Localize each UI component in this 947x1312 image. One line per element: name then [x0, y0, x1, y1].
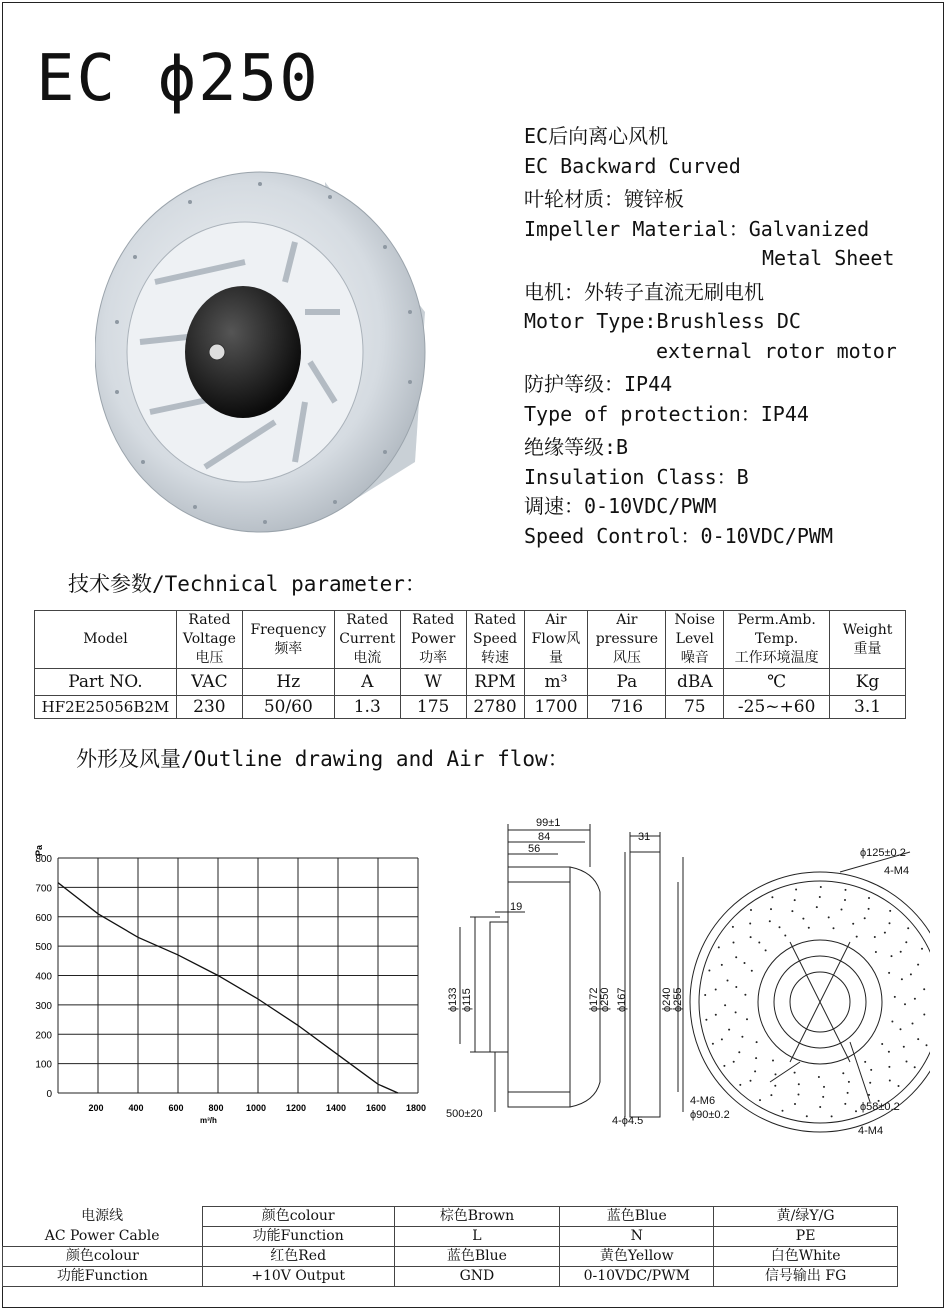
perforation-dot: [822, 1096, 824, 1098]
perforation-dot: [818, 1076, 820, 1078]
dim-31: 31: [638, 831, 651, 843]
tech-header-cell: [35, 611, 177, 669]
dim-255: ϕ255: [672, 987, 684, 1012]
wiring-cell: PE: [714, 1227, 898, 1247]
y-axis-label: Pa: [34, 844, 44, 856]
x-tick-label: 1200: [285, 1103, 307, 1113]
tech-header-line: Temp.: [755, 631, 799, 647]
tech-unit-cell: Kg: [830, 669, 906, 696]
tech-unit-cell: Part NO.: [35, 669, 177, 696]
tech-header-line: Model: [83, 631, 128, 647]
perforation-dot: [907, 927, 909, 929]
perforation-dot: [889, 910, 891, 912]
dim-125: ϕ125±0.2: [860, 847, 906, 859]
perforation-dot: [868, 1094, 870, 1096]
impeller-en-1: Impeller Material：Galvanized: [524, 216, 870, 241]
tech-value-cell: 50/60: [242, 696, 334, 719]
tech-header-cell: [524, 611, 588, 669]
perforation-dot: [712, 1043, 714, 1045]
wiring-row: [3, 1227, 898, 1247]
tech-header-cell: [666, 611, 724, 669]
y-tick-label: 800: [35, 854, 52, 865]
tech-unit-cell: Pa: [588, 669, 666, 696]
perforation-dot: [718, 946, 720, 948]
dim-167: ϕ167: [616, 987, 628, 1012]
perforation-dot: [794, 1103, 796, 1105]
wiring-cell: +10V Output: [202, 1267, 394, 1287]
perforation-dot: [870, 1069, 872, 1071]
wiring-row: [3, 1247, 898, 1267]
page-title: EC ϕ250: [36, 42, 320, 116]
dim-99: 99±1: [536, 817, 561, 829]
perforation-dot: [798, 1094, 800, 1096]
wiring-cell: 功能Function: [202, 1227, 394, 1247]
perforation-dot: [903, 1046, 905, 1048]
perforation-dot: [891, 1021, 893, 1023]
tech-header-line: Air: [545, 612, 567, 628]
perforation-dot: [723, 1065, 725, 1067]
wiring-table: [2, 1206, 898, 1287]
perforation-dot: [754, 1070, 756, 1072]
perforation-dot: [819, 896, 821, 898]
tech-header-line: Level: [675, 631, 714, 647]
perforation-dot: [823, 1086, 825, 1088]
perforation-dot: [765, 949, 767, 951]
perforation-dot: [888, 1066, 890, 1068]
wiring-cell: 黄色Yellow: [560, 1247, 714, 1267]
tech-unit-cell: dBA: [666, 669, 724, 696]
perforation-dot: [735, 986, 737, 988]
pressure-curve: [58, 883, 398, 1093]
perforation-dot: [808, 927, 810, 929]
type-en: EC Backward Curved: [524, 153, 741, 178]
outline-drawing: [440, 812, 930, 1142]
dim-500: 500±20: [446, 1108, 483, 1120]
wiring-cell: 白色White: [714, 1247, 898, 1267]
x-tick-label: 1800: [405, 1103, 427, 1113]
wiring-cell: 棕色Brown: [394, 1207, 560, 1227]
wiring-cell: 蓝色Blue: [560, 1207, 714, 1227]
perforation-dot: [917, 964, 919, 966]
tech-value-cell: 1.3: [334, 696, 400, 719]
perforation-dot: [914, 1066, 916, 1068]
perforation-dot: [755, 1057, 757, 1059]
perforation-dot: [891, 955, 893, 957]
tech-value-cell: 2780: [466, 696, 524, 719]
tech-value-cell: 1700: [524, 696, 588, 719]
tech-header-line: Rated: [474, 612, 517, 628]
perforation-dot: [770, 908, 772, 910]
wiring-cell: 0-10VDC/PWM: [560, 1267, 714, 1287]
perforation-dot: [715, 1014, 717, 1016]
tech-header-line: Speed: [473, 631, 518, 647]
dim-m6: 4-M6: [690, 1095, 716, 1107]
x-tick-label: 600: [168, 1103, 184, 1113]
perforation-dot: [868, 908, 870, 910]
perforation-dot: [901, 978, 903, 980]
tech-value-cell: 75: [666, 696, 724, 719]
wiring-cell: 蓝色Blue: [394, 1247, 560, 1267]
perforation-dot: [772, 1060, 774, 1062]
tech-header-line: 重量: [853, 640, 882, 657]
perforation-dot: [914, 998, 916, 1000]
tech-header-line: Weight: [842, 621, 893, 638]
y-tick-label: 400: [35, 971, 52, 983]
perforation-dot: [708, 970, 710, 972]
perforation-dot: [906, 1061, 908, 1063]
perforation-dot: [733, 1061, 735, 1063]
perforation-dot: [732, 926, 734, 928]
tech-value-cell: HF2E25056B2M: [35, 696, 177, 719]
perforation-dot: [750, 909, 752, 911]
dim-115: ϕ115: [461, 988, 473, 1012]
perforation-dot: [798, 1083, 800, 1085]
tech-header-line: Rated: [412, 612, 455, 628]
speed-cn: 调速：0-10VDC/PWM: [524, 494, 717, 518]
dim-4-45: 4-ϕ4.5: [612, 1115, 644, 1127]
tech-header-line: 噪音: [680, 650, 709, 666]
wiring-cell: GND: [394, 1267, 560, 1287]
perforation-dot: [847, 1092, 849, 1094]
perforation-dot: [848, 1081, 850, 1083]
dim-58: ϕ58±0.2: [860, 1101, 900, 1113]
tech-unit-cell: A: [334, 669, 400, 696]
tech-value-cell: 716: [588, 696, 666, 719]
perforation-dot: [721, 1038, 723, 1040]
motor-en-1: Motor Type:Brushless DC: [524, 309, 801, 333]
perforation-dot: [884, 932, 886, 934]
perforation-dot: [852, 923, 854, 925]
tech-unit-cell: Hz: [242, 669, 334, 696]
perforation-dot: [869, 1082, 871, 1084]
spec-block: [524, 122, 924, 551]
perforation-dot: [756, 1041, 758, 1043]
tech-header-line: 电流: [353, 650, 382, 666]
perforation-dot: [820, 886, 822, 888]
wiring-cell: 信号输出 FG: [714, 1267, 898, 1287]
perforation-dot: [900, 1028, 902, 1030]
dim-m4-top: 4-M4: [884, 865, 910, 877]
impeller-en-2: Metal Sheet: [762, 246, 895, 270]
outline-title: 外形及风量/Outline drawing and Air flow：: [76, 747, 569, 771]
perforation-dot: [728, 1029, 730, 1031]
perforation-dot: [905, 941, 907, 943]
tech-header-line: 工作环境温度: [734, 650, 819, 666]
perforation-dot: [923, 1014, 925, 1016]
perforation-dot: [888, 972, 890, 974]
perforation-dot: [831, 1115, 833, 1117]
perforation-dot: [900, 951, 902, 953]
tech-header-line: Rated: [346, 612, 389, 628]
dim-90: ϕ90±0.2: [690, 1109, 730, 1121]
tech-header-row: [35, 611, 906, 669]
tech-unit-cell: RPM: [466, 669, 524, 696]
tech-header-line: Flow风: [531, 631, 581, 647]
perforation-dot: [833, 927, 835, 929]
perforation-dot: [735, 956, 737, 958]
perforation-dot: [874, 936, 876, 938]
perforation-dot: [775, 1073, 777, 1075]
tech-header-line: Noise: [674, 612, 716, 628]
wiring-row: [3, 1267, 898, 1287]
y-tick-label: 200: [35, 1030, 52, 1042]
x-tick-label: 400: [128, 1103, 144, 1113]
dim-19: 19: [510, 901, 523, 913]
perforation-dot: [844, 1103, 846, 1105]
perforation-dot: [816, 906, 818, 908]
perforation-dot: [750, 936, 752, 938]
perforation-dot: [794, 899, 796, 901]
perforation-dot: [704, 994, 706, 996]
perforation-dot: [721, 964, 723, 966]
y-tick-label: 0: [46, 1089, 52, 1100]
perforation-dot: [844, 899, 846, 901]
perforation-dot: [784, 935, 786, 937]
perforation-dot: [749, 923, 751, 925]
y-tick-label: 700: [35, 883, 52, 895]
perforation-dot: [779, 926, 781, 928]
dim-172: ϕ172: [588, 987, 600, 1012]
wiring-cell: AC Power Cable: [3, 1227, 203, 1247]
speed-en: Speed Control：0-10VDC/PWM: [524, 523, 833, 548]
wiring-row: [3, 1207, 898, 1227]
perforation-dot: [875, 951, 877, 953]
perforation-dot: [769, 920, 771, 922]
tech-header-line: 电压: [195, 650, 224, 666]
x-tick-label: 1600: [365, 1103, 387, 1113]
perforation-dot: [738, 1051, 740, 1053]
tech-header-line: 风压: [612, 650, 641, 666]
tech-values-row: [35, 696, 906, 719]
wiring-cell: L: [394, 1227, 560, 1247]
airflow-chart: [30, 838, 440, 1128]
perforation-dot: [819, 1106, 821, 1108]
tech-unit-cell: m³: [524, 669, 588, 696]
perforation-dot: [828, 916, 830, 918]
perforation-dot: [923, 988, 925, 990]
tech-value-cell: 3.1: [830, 696, 906, 719]
perforation-dot: [759, 1099, 761, 1101]
tech-header-cell: [334, 611, 400, 669]
perforation-dot: [724, 1004, 726, 1006]
perforation-dot: [806, 1115, 808, 1117]
wiring-cell: 颜色colour: [202, 1207, 394, 1227]
tech-header-cell: [466, 611, 524, 669]
perforation-dot: [802, 918, 804, 920]
protection-cn: 防护等级：IP44: [524, 372, 673, 396]
tech-unit-cell: W: [400, 669, 466, 696]
perforation-dot: [751, 970, 753, 972]
perforation-dot: [744, 994, 746, 996]
perforation-dot: [910, 973, 912, 975]
perforation-dot: [733, 942, 735, 944]
motor-en-2: external rotor motor: [656, 338, 897, 363]
perforation-dot: [746, 1018, 748, 1020]
perforation-dot: [894, 996, 896, 998]
perforation-dot: [744, 962, 746, 964]
perforation-dot: [771, 896, 773, 898]
tech-units-row: [35, 669, 906, 696]
perforation-dot: [889, 922, 891, 924]
tech-header-line: Perm.Amb.: [737, 612, 816, 628]
perforation-dot: [770, 1094, 772, 1096]
tech-unit-cell: ℃: [724, 669, 830, 696]
y-tick-label: 100: [35, 1059, 52, 1071]
perforation-dot: [705, 1019, 707, 1021]
dim-56: 56: [528, 843, 541, 855]
tech-header-line: 功率: [419, 650, 448, 666]
x-axis-label: m³/h: [200, 1116, 217, 1125]
y-tick-label: 300: [35, 1000, 52, 1012]
wiring-cell: N: [560, 1227, 714, 1247]
perforation-dot: [889, 1080, 891, 1082]
type-cn: EC后向离心风机: [524, 124, 669, 148]
perforation-dot: [739, 1084, 741, 1086]
tech-header-line: Current: [339, 631, 396, 647]
perforation-dot: [912, 1023, 914, 1025]
perforation-dot: [845, 889, 847, 891]
tech-header-line: Voltage: [182, 631, 236, 647]
wiring-cell: 红色Red: [202, 1247, 394, 1267]
tech-header-cell: [242, 611, 334, 669]
perforation-dot: [842, 1072, 844, 1074]
perforation-dot: [841, 909, 843, 911]
perforation-dot: [868, 897, 870, 899]
perforation-dot: [750, 1080, 752, 1082]
dim-240: ϕ240: [661, 987, 673, 1012]
tech-header-line: 频率: [274, 640, 303, 657]
tech-value-cell: -25~+60: [724, 696, 830, 719]
perforation-dot: [856, 936, 858, 938]
tech-header-line: pressure: [595, 631, 659, 647]
insulation-cn: 绝缘等级:B: [524, 435, 629, 459]
tech-header-line: Power: [411, 631, 456, 647]
perforation-dot: [864, 917, 866, 919]
wiring-cell: 功能Function: [3, 1267, 203, 1287]
tech-header-line: Air: [616, 612, 638, 628]
perforation-dot: [888, 1051, 890, 1053]
dim-133: ϕ133: [447, 987, 459, 1012]
perforation-dot: [864, 1061, 866, 1063]
motor-cn: 电机：外转子直流无刷电机: [524, 279, 764, 304]
perforation-dot: [791, 910, 793, 912]
perforation-dot: [727, 980, 729, 982]
perforation-dot: [926, 1044, 928, 1046]
tech-header-cell: [588, 611, 666, 669]
perforation-dot: [794, 1072, 796, 1074]
tech-unit-cell: VAC: [176, 669, 242, 696]
y-tick-label: 600: [35, 912, 52, 924]
perforation-dot: [881, 1043, 883, 1045]
perforation-dot: [715, 989, 717, 991]
tech-header-line: Frequency: [250, 621, 327, 638]
perforation-dot: [741, 1036, 743, 1038]
tech-header-line: 转速: [481, 650, 510, 666]
dim-250: ϕ250: [599, 987, 611, 1012]
perforation-dot: [855, 1110, 857, 1112]
tech-header-cell: [830, 611, 906, 669]
x-tick-label: 1400: [325, 1103, 347, 1113]
wiring-cell: 黄/绿Y/G: [714, 1207, 898, 1227]
tech-value-cell: 175: [400, 696, 466, 719]
tech-title: 技术参数/Technical parameter：: [68, 572, 426, 596]
perforation-dot: [782, 1110, 784, 1112]
x-tick-label: 800: [208, 1103, 224, 1113]
perforation-dot: [904, 1003, 906, 1005]
perforation-dot: [735, 1011, 737, 1013]
tech-header-line: 量: [548, 650, 563, 666]
y-tick-label: 500: [35, 942, 52, 954]
impeller-cn: 叶轮材质：镀锌板: [524, 187, 684, 211]
dim-m4-bottom: 4-M4: [858, 1125, 884, 1137]
tech-header-cell: [724, 611, 830, 669]
wiring-cell: 电源线: [3, 1207, 203, 1227]
perforation-dot: [898, 1085, 900, 1087]
tech-table: [34, 610, 906, 719]
fan-photo: [95, 162, 440, 542]
x-tick-label: 200: [88, 1103, 104, 1113]
perforation-dot: [758, 942, 760, 944]
wiring-cell: 颜色colour: [3, 1247, 203, 1267]
tech-header-cell: [400, 611, 466, 669]
perforation-dot: [921, 948, 923, 950]
insulation-en: Insulation Class：B: [524, 464, 749, 489]
perforation-dot: [795, 889, 797, 891]
tech-value-cell: 230: [176, 696, 242, 719]
dim-84: 84: [538, 831, 551, 843]
perforation-dot: [917, 1038, 919, 1040]
tech-header-line: Rated: [188, 612, 231, 628]
tech-header-cell: [176, 611, 242, 669]
perforation-dot: [774, 1085, 776, 1087]
protection-en: Type of protection：IP44: [524, 401, 809, 426]
x-tick-label: 1000: [245, 1103, 267, 1113]
